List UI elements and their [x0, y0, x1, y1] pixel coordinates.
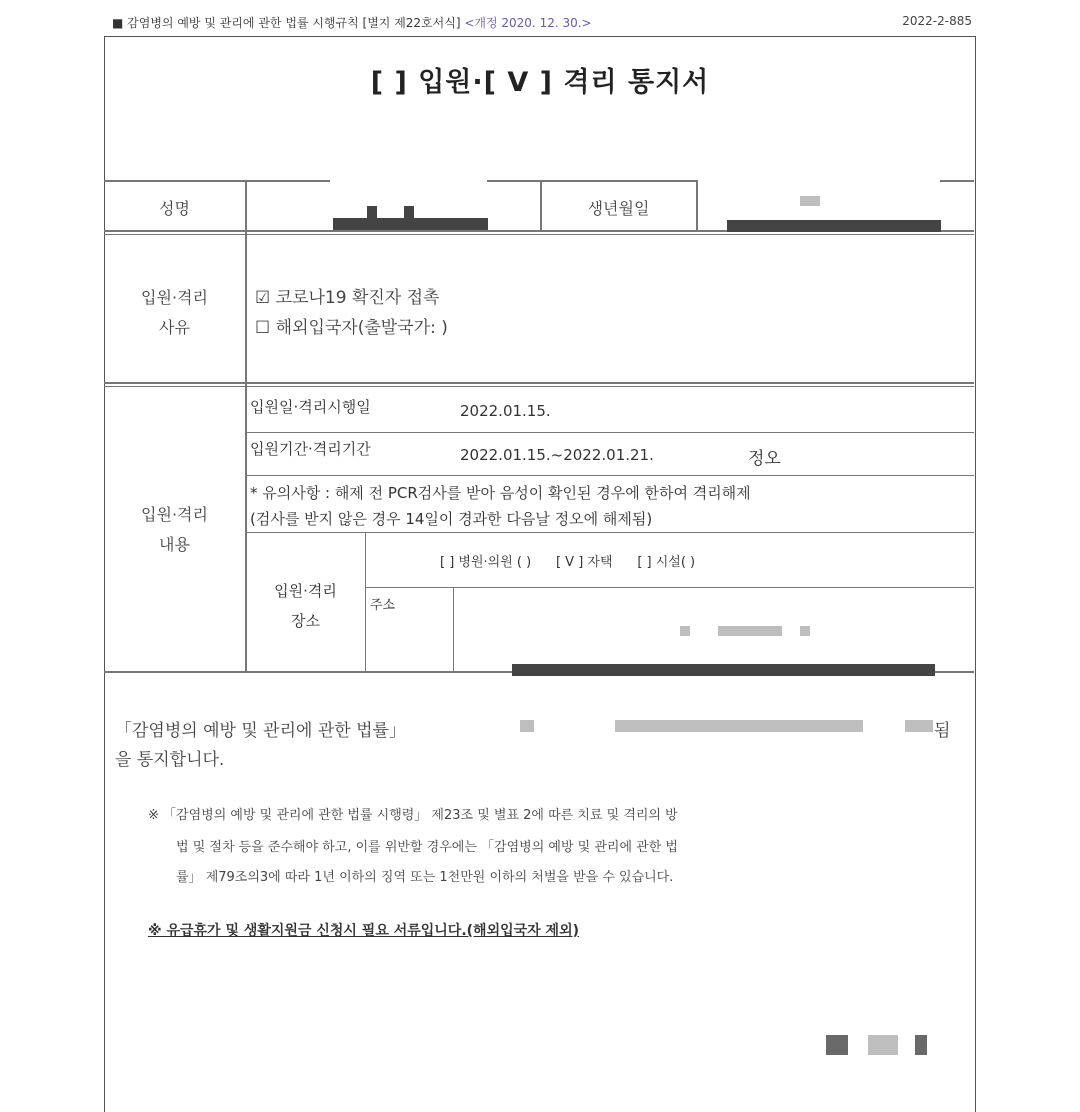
birth-label: 생년월일 — [587, 199, 650, 218]
page-title: [ ] 입원·[ V ] 격리 통지서 — [370, 67, 710, 98]
start-date-label: 입원일·격리시행일 — [250, 398, 371, 416]
name-label: 성명 — [159, 199, 190, 218]
period-value: 2022.01.15.~2022.01.21. — [460, 446, 654, 464]
form-reference — [112, 14, 592, 31]
reason-label-line1: 입원·격리 — [141, 288, 208, 307]
notice-line-1: * 유의사항 : 해제 전 PCR검사를 받아 음성이 확인된 경우에 한하여 격리해제 — [250, 484, 751, 502]
content-label-line1: 입원·격리 — [141, 505, 208, 524]
signature-redaction — [826, 1035, 848, 1055]
start-date-value: 2022.01.15. — [460, 402, 551, 420]
place-label-line2: 장소 — [291, 612, 320, 630]
content-label — [104, 500, 245, 560]
content-label-line2: 내용 — [159, 535, 190, 554]
address-label: 주소 — [370, 598, 396, 613]
reason-label — [104, 283, 245, 343]
document-number: 2022-2-885 — [902, 14, 972, 28]
notice-line-2: (검사를 받지 않은 경우 14일이 경과한 다음날 정오에 해제됨) — [250, 510, 653, 528]
legal-note-1: ※ 「감염병의 예방 및 관리에 관한 법률 시행령」 제23조 및 별표 2에 따른 치료 및 격리의 방 — [148, 808, 678, 823]
period-noon: 정오 — [748, 449, 781, 469]
place-label-line1: 입원·격리 — [274, 582, 337, 600]
reason-option-contact: ☑ 코로나19 확진자 접촉 — [255, 288, 440, 308]
form-ref-text: ■ 감염병의 예방 및 관리에 관한 법률 시행규칙 [별지 제22호서식] — [112, 16, 461, 30]
reason-option-overseas: ☐ 해외입국자(출발국가: ) — [255, 318, 448, 338]
period-label: 입원기간·격리기간 — [250, 440, 371, 458]
revision-date: <개정 2020. 12. 30.> — [464, 16, 592, 30]
reason-options — [255, 283, 448, 343]
address-redaction — [512, 664, 935, 676]
statement-line-1: 「감염병의 예방 및 관리에 관한 법률」 — [115, 721, 406, 741]
place-options: [ ] 병원·의원 ( ) [ V ] 자택 [ ] 시설( ) — [440, 555, 696, 570]
place-label — [246, 576, 365, 636]
statement-tail: 됨 — [934, 721, 951, 741]
statement-line-2: 을 통지합니다. — [115, 750, 225, 770]
reason-label-line2: 사유 — [159, 318, 190, 337]
legal-note-3: 률」 제79조의3에 따라 1년 이하의 징역 또는 1천만원 이하의 처벌을 받을 수 있습니다. — [176, 870, 674, 885]
legal-note-2: 법 및 절차 등을 준수해야 하고, 이를 위반할 경우에는 「감염병의 예방 및 관리에 관한 법 — [176, 840, 678, 855]
footer-note: ※ 유급휴가 및 생활지원금 신청시 필요 서류입니다.(해외입국자 제외) — [148, 923, 579, 939]
birth-redaction — [727, 220, 941, 232]
